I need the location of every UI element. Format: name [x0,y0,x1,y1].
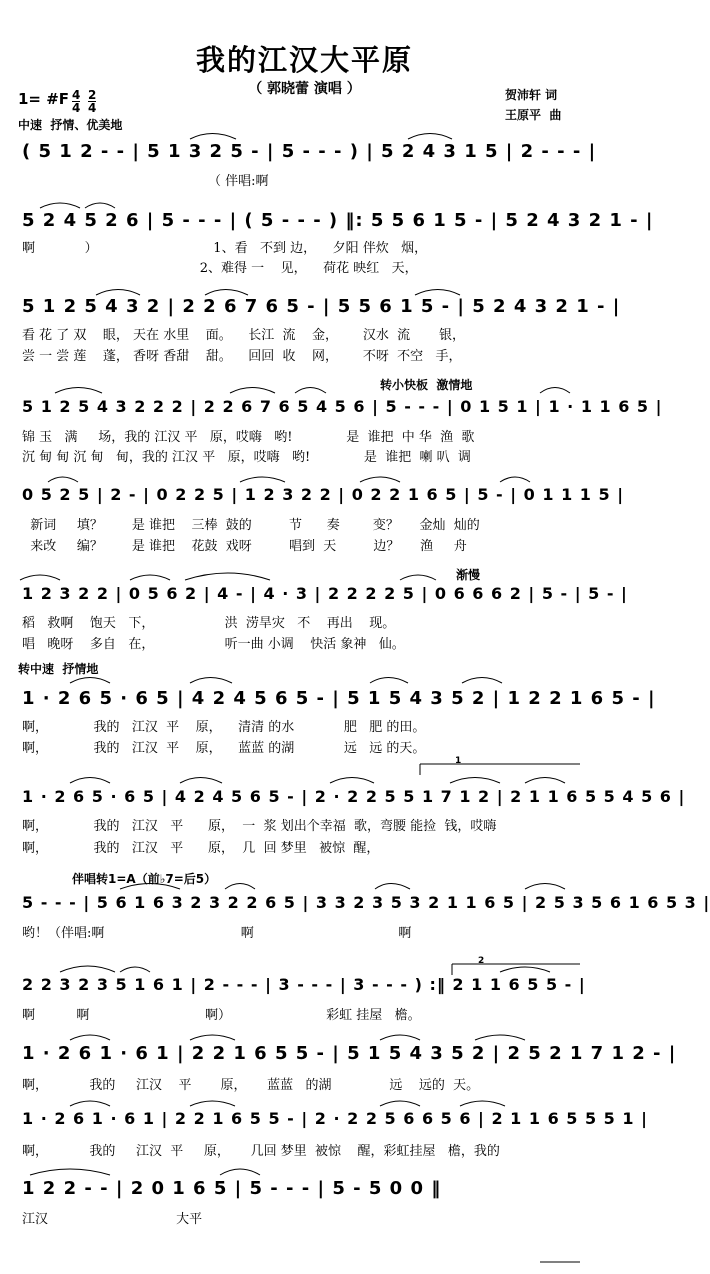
slur [330,778,374,784]
slur [408,134,452,140]
slur [70,778,110,784]
slur [225,884,255,890]
time-signature-top: 4 [72,88,81,102]
slur [120,967,150,972]
slur [70,1035,110,1040]
slur [525,884,565,890]
key-signature: 1= #F [18,90,70,108]
lyric-line: 啊， 我的 江汉 平 原， 清清 的水 肥 肥 的田。 [22,720,426,735]
slur [230,388,275,394]
lyric-line: 啊 ） 1、看 不到 边， 夕阳 伴炊 烟， [22,241,428,256]
lyric-line: 江汉 大平 [22,1212,203,1227]
slur [85,203,115,208]
time-signature-2-4 [88,89,96,114]
slur [360,477,400,482]
lyric-line: 啊， 我的 江汉 平 原， 几 回 梦里 被惊 醒， [22,841,380,856]
notation-line: 1 · 2 6 5 · 6 5 | 4 2 4 5 6 5 - | 5 1 5 4 3 5 2 | 1 2 2 1 6 5 - | [22,688,656,709]
slur [96,290,140,296]
lyric-line: （ 伴唱:啊 [22,174,269,189]
lyric-line: 锦 玉 满 场，我的 江汉 平 原，哎嗨 哟! 是 谁把 中 华 渔 歌 [22,430,475,445]
lyric-line: 来改 编？ 是 谁把 花鼓 戏呀 唱到 天 边？ 渔 舟 [22,539,467,554]
volta-number: 1 [455,756,462,766]
time-signature-4-4 [72,89,80,114]
slur [540,388,570,394]
performer-credit: （ 郭晓蕾 演唱 ） [248,81,361,97]
slur [190,1101,235,1106]
lyric-line: 2、难得 一 见， 荷花 映红 天， [22,261,418,276]
slur [40,203,80,208]
modulation-mark: 伴唱转1=A（前♭7=后5） [72,872,217,886]
lyric-line: 啊， 我的 江汉 平 原， 几回 梦里 被惊 醒，彩虹挂屋 檐，我的 [22,1144,500,1159]
lyric-line: 唱 晚呀 多自 在， 听一曲 小调 快活 象神 仙。 [22,637,405,652]
ritardando-mark: 渐慢 [456,568,481,582]
slur [70,1101,110,1106]
slur [190,1035,235,1040]
slur [20,575,60,580]
lyricist-credit: 贺沛轩 词 [505,88,558,102]
lyric-line: 新词 填？ 是 谁把 三棒 鼓的 节 奏 变？ 金灿 灿的 [22,518,480,533]
slur [48,477,78,482]
slur [295,388,326,394]
notation-line: 1 · 2 6 1 · 6 1 | 2 2 1 6 5 5 - | 5 1 5 4 3 5 2 | 2 5 2 1 7 1 2 - | [22,1043,677,1064]
slur [415,290,460,296]
slur [220,1169,260,1175]
time-signature-top: 2 [88,88,97,102]
lyric-line: 啊， 我的 江汉 平 原， 一 浆 划出个幸福 歌，弯腰 能捡 钱，哎嗨 [22,819,497,834]
slur [130,575,170,580]
tempo-change-mark: 转中速 抒情地 [18,662,99,676]
slur [205,290,248,296]
time-signature-bottom: 4 [88,101,97,115]
slur [30,1169,110,1175]
slur [375,884,410,890]
slur [380,1035,420,1040]
notation-line: 5 - - - | 5 6 1 6 3 2 3 2 2 6 5 | 3 3 2 3 5 3 2 1 1 6 5 | 2 5 3 5 6 1 6 5 3 | [22,893,710,912]
slur [180,778,222,784]
slur [460,1101,505,1106]
notation-line: 5 1 2 5 4 3 2 2 2 | 2 2 6 7 6 5 4 5 6 | 5 - - - | 0 1 5 1 | 1 · 1 1 6 5 | [22,397,663,416]
notation-line: ( 5 1 2 - - | 5 1 3 2 5 - | 5 - - - ) | 5 2 4 3 1 5 | 2 - - - | [22,141,597,162]
slur [240,477,285,482]
slur [55,388,102,394]
slur [380,1101,420,1106]
slur [370,678,408,684]
notation-line: 0 5 2 5 | 2 - | 0 2 2 5 | 1 2 3 2 2 | 0 2 2 1 6 5 | 5 - | 0 1 1 1 5 | [22,485,625,504]
slur [70,678,110,684]
lyric-line: 啊， 我的 江汉 平 原， 蓝蓝 的湖 远 远的 天。 [22,1078,480,1093]
slur [462,678,502,684]
slur [60,966,115,972]
slur [475,1035,525,1040]
notation-line: 2 2 3 2 3 5 1 6 1 | 2 - - - | 3 - - - | 3 - - - ) :‖ 2 1 1 6 5 5 - | [22,975,586,994]
notation-line: 1 · 2 6 5 · 6 5 | 4 2 4 5 6 5 - | 2 · 2 2 5 5 1 7 1 2 | 2 1 1 6 5 5 4 5 6 | [22,787,686,806]
notation-line: 1 · 2 6 1 · 6 1 | 2 2 1 6 5 5 - | 2 · 2 2 5 6 6 5 6 | 2 1 1 6 5 5 5 1 | [22,1109,648,1128]
volta-number: 2 [478,956,485,966]
song-title: 我的江汉大平原 [195,43,413,77]
tempo-mark: 中速 抒情、优美地 [18,118,123,132]
lyric-line: 尝 一 尝 莲 蓬， 香呀 香甜 甜。 回回 收 网， 不呀 不空 手， [22,349,462,364]
slur [450,778,500,784]
tempo-change-mark: 转小快板 激情地 [380,378,473,392]
lyric-line: 沉 甸 甸 沉 甸 甸，我的 江汉 平 原，哎嗨 哟! 是 谁把 喇 叭 调 [22,450,471,465]
lyric-line: 啊 啊 啊） 彩虹 挂屋 檐。 [22,1008,421,1023]
slur [500,477,530,482]
notation-line: 5 1 2 5 4 3 2 | 2 2 6 7 6 5 - | 5 5 6 1 5 - | 5 2 4 3 2 1 - | [22,296,621,317]
slur [190,134,236,140]
notation-line: 1 2 3 2 2 | 0 5 6 2 | 4 - | 4 · 3 | 2 2 2 2 5 | 0 6 6 6 2 | 5 - | 5 - | [22,584,628,603]
lyric-line: 看 花 了 双 眼， 天在 水里 面。 长江 流 金， 汉水 流 银， [22,328,466,343]
slur [525,778,565,784]
slur [500,967,550,972]
lyric-line: 稻 救啊 饱天 下， 洪 涝旱灾 不 再出 现。 [22,616,396,631]
slur [185,573,270,580]
lyric-line: 啊， 我的 江汉 平 原， 蓝蓝 的湖 远 远 的天。 [22,741,426,756]
notation-line: 1 2 2 - - | 2 0 1 6 5 | 5 - - - | 5 - 5 0 0 ‖ [22,1178,442,1199]
slur [190,678,232,684]
composer-credit: 王原平 曲 [505,108,562,122]
lyric-line: 哟！（伴唱:啊 啊 啊 [22,926,412,941]
time-signature-bottom: 4 [72,101,81,115]
slur [400,575,436,580]
notation-line: 5 2 4 5 2 6 | 5 - - - | ( 5 - - - ) ‖: 5 5 6 1 5 - | 5 2 4 3 2 1 - | [22,210,654,231]
